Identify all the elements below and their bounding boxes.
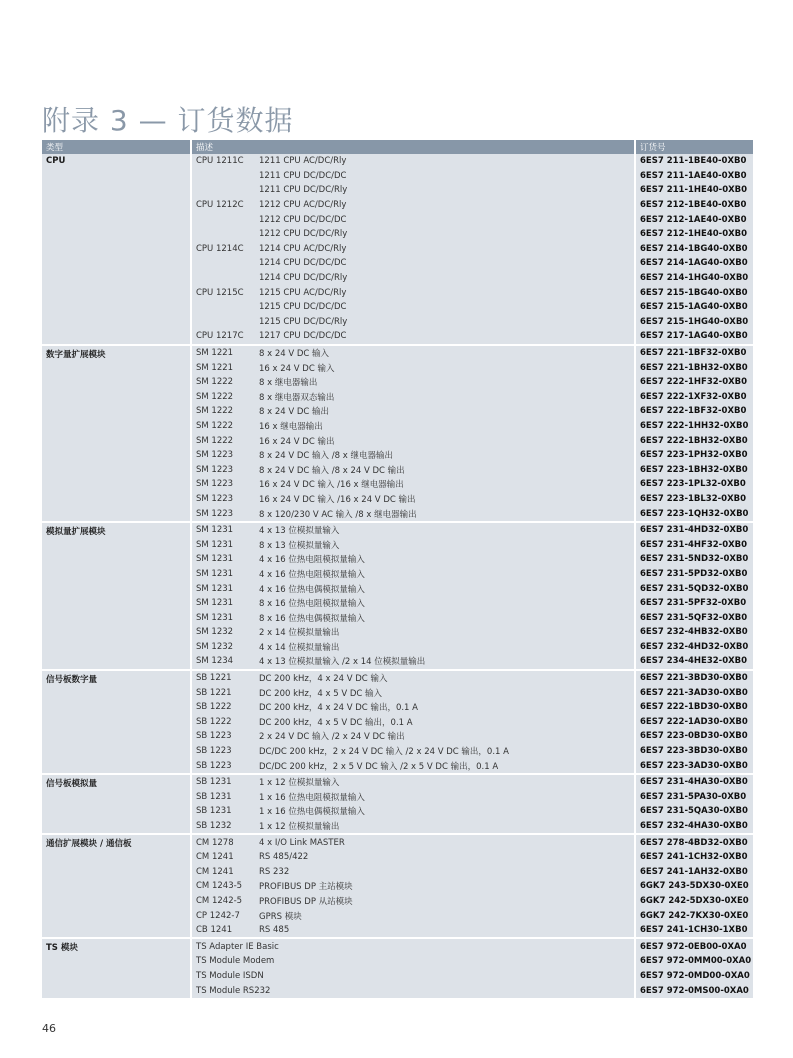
description-cell: 1214 CPU AC/DC/Rly [255,242,636,257]
order-number-cell: 6ES7 232-4HB32-0XB0 [636,625,753,640]
model-cell: SM 1221 [192,360,255,375]
category-cell: 信号板模拟量 [42,773,192,833]
order-number-cell: 6ES7 212-1AE40-0XB0 [636,212,753,227]
order-number-cell: 6ES7 222-1BF32-0XB0 [636,404,753,419]
model-cell: SB 1232 [192,819,255,834]
model-cell [192,315,255,330]
model-cell [192,271,255,286]
description-cell: 1211 CPU AC/DC/Rly [255,154,636,169]
description-cell: 4 x 14 位模拟量输出 [255,640,636,655]
category-cell: TS 模块 [42,937,192,997]
model-cell: SM 1234 [192,654,255,669]
model-cell: CM 1241 [192,865,255,880]
model-cell: CPU 1217C [192,329,255,344]
model-cell [192,212,255,227]
order-number-cell: 6ES7 241-1CH30-1XB0 [636,923,753,938]
order-number-cell: 6ES7 222-1BH32-0XB0 [636,433,753,448]
order-number-cell: 6ES7 223-3AD30-0XB0 [636,758,753,773]
order-number-cell: 6ES7 214-1AG40-0XB0 [636,256,753,271]
order-number-cell: 6ES7 212-1HE40-0XB0 [636,227,753,242]
description-cell: 1215 CPU AC/DC/Rly [255,285,636,300]
category-cell: 数字量扩展模块 [42,344,192,521]
order-number-cell: 6ES7 231-5QD32-0XB0 [636,581,753,596]
description-cell: TS Module RS232 [192,983,636,998]
description-cell: 16 x 24 V DC 输入 /16 x 继电器输出 [255,477,636,492]
order-number-cell: 6ES7 221-1BH32-0XB0 [636,360,753,375]
model-cell: CM 1243-5 [192,879,255,894]
model-cell: SM 1231 [192,521,255,538]
model-cell: SM 1232 [192,640,255,655]
model-cell: CM 1241 [192,850,255,865]
description-cell: 1211 CPU DC/DC/DC [255,169,636,184]
model-cell: SM 1223 [192,492,255,507]
order-number-cell: 6ES7 222-1HF32-0XB0 [636,375,753,390]
order-number-cell: 6ES7 223-1QH32-0XB0 [636,506,753,521]
model-cell: SM 1223 [192,462,255,477]
order-number-cell: 6ES7 223-1PL32-0XB0 [636,477,753,492]
order-number-cell: 6ES7 232-4HA30-0XB0 [636,819,753,834]
order-table-wrapper [42,140,753,998]
model-cell: SB 1223 [192,758,255,773]
description-cell: 4 x 16 位热电偶模拟量输入 [255,581,636,596]
order-number-cell: 6ES7 231-5ND32-0XB0 [636,552,753,567]
model-cell: CPU 1215C [192,285,255,300]
order-number-cell: 6ES7 241-1CH32-0XB0 [636,850,753,865]
order-number-cell: 6ES7 234-4HE32-0XB0 [636,654,753,669]
description-cell: RS 485 [255,923,636,938]
model-cell [192,227,255,242]
table-row [42,521,753,538]
order-number-cell: 6ES7 223-1PH32-0XB0 [636,448,753,463]
table-row [42,773,753,790]
description-cell: 1 x 12 位模拟量输出 [255,819,636,834]
description-cell: RS 485/422 [255,850,636,865]
model-cell: SM 1222 [192,419,255,434]
description-cell: 16 x 24 V DC 输入 [255,360,636,375]
model-cell: SM 1231 [192,537,255,552]
description-cell: DC/DC 200 kHz，2 x 24 V DC 输入 /2 x 24 V DC 输出，0.1 A [255,744,636,759]
description-cell: 16 x 24 V DC 输出 [255,433,636,448]
model-cell: SB 1221 [192,685,255,700]
model-cell: SM 1231 [192,567,255,582]
order-number-cell: 6ES7 231-5QF32-0XB0 [636,610,753,625]
description-cell: 1 x 12 位模拟量输入 [255,773,636,790]
order-number-cell: 6ES7 231-4HF32-0XB0 [636,537,753,552]
description-cell: 16 x 24 V DC 输入 /16 x 24 V DC 输出 [255,492,636,507]
category-cell: 信号板数字量 [42,669,192,773]
description-cell: 16 x 继电器输出 [255,419,636,434]
model-cell: SB 1222 [192,700,255,715]
order-number-cell: 6ES7 972-0MD00-0XA0 [636,969,753,984]
order-number-cell: 6ES7 215-1AG40-0XB0 [636,300,753,315]
description-cell: 8 x 24 V DC 输入 /8 x 继电器输出 [255,448,636,463]
description-cell: 8 x 13 位模拟量输入 [255,537,636,552]
order-number-cell: 6ES7 211-1BE40-0XB0 [636,154,753,169]
order-number-cell: 6ES7 231-4HD32-0XB0 [636,521,753,538]
description-cell: 4 x I/O Link MASTER [255,833,636,850]
model-cell: CPU 1211C [192,154,255,169]
description-cell: TS Module ISDN [192,969,636,984]
description-cell: PROFIBUS DP 主站模块 [255,879,636,894]
description-cell: DC 200 kHz，4 x 24 V DC 输出，0.1 A [255,700,636,715]
order-number-cell: 6ES7 223-1BL32-0XB0 [636,492,753,507]
order-number-cell: 6ES7 211-1AE40-0XB0 [636,169,753,184]
description-cell: 2 x 24 V DC 输入 /2 x 24 V DC 输出 [255,729,636,744]
description-cell: 4 x 16 位热电阻模拟量输入 [255,552,636,567]
description-cell: 1 x 16 位热电阻模拟量输入 [255,790,636,805]
model-cell: SB 1231 [192,773,255,790]
order-number-cell: 6ES7 223-1BH32-0XB0 [636,462,753,477]
order-number-cell: 6ES7 215-1HG40-0XB0 [636,315,753,330]
description-cell: PROFIBUS DP 从站模块 [255,894,636,909]
model-cell: SM 1222 [192,375,255,390]
order-number-cell: 6GK7 242-7KX30-0XE0 [636,908,753,923]
model-cell: SM 1231 [192,552,255,567]
description-cell: 1214 CPU DC/DC/DC [255,256,636,271]
model-cell [192,256,255,271]
description-cell: 2 x 14 位模拟量输出 [255,625,636,640]
table-row [42,344,753,361]
description-cell: 1214 CPU DC/DC/Rly [255,271,636,286]
order-number-cell: 6ES7 217-1AG40-0XB0 [636,329,753,344]
description-cell: 8 x 16 位热电阻模拟量输入 [255,596,636,611]
order-number-cell: 6ES7 214-1BG40-0XB0 [636,242,753,257]
order-number-cell: 6GK7 242-5DX30-0XE0 [636,894,753,909]
model-cell: SM 1231 [192,581,255,596]
page-number: 46 [42,1022,56,1035]
model-cell: SM 1223 [192,448,255,463]
model-cell: SM 1223 [192,477,255,492]
order-number-cell: 6GK7 243-5DX30-0XE0 [636,879,753,894]
model-cell: SM 1222 [192,404,255,419]
order-number-cell: 6ES7 231-4HA30-0XB0 [636,773,753,790]
model-cell: CM 1242-5 [192,894,255,909]
table-row [42,833,753,850]
description-cell: 8 x 继电器双态输出 [255,390,636,405]
order-number-cell: 6ES7 972-0MM00-0XA0 [636,954,753,969]
description-cell: 1211 CPU DC/DC/Rly [255,183,636,198]
order-number-cell: 6ES7 231-5QA30-0XB0 [636,804,753,819]
category-cell: 通信扩展模块 / 通信板 [42,833,192,937]
model-cell: SB 1223 [192,744,255,759]
model-cell: SM 1222 [192,433,255,448]
description-cell: 1 x 16 位热电偶模拟量输入 [255,804,636,819]
model-cell: SM 1231 [192,610,255,625]
header-desc: 描述 [192,140,636,154]
model-cell: SB 1222 [192,715,255,730]
order-number-cell: 6ES7 223-0BD30-0XB0 [636,729,753,744]
description-cell: RS 232 [255,865,636,880]
model-cell: CPU 1212C [192,198,255,213]
description-cell: 4 x 13 位模拟量输入 [255,521,636,538]
model-cell: SB 1231 [192,790,255,805]
order-number-cell: 6ES7 241-1AH32-0XB0 [636,865,753,880]
order-number-cell: 6ES7 231-5PD32-0XB0 [636,567,753,582]
table-header-row [42,140,753,154]
table-row [42,937,753,954]
description-cell: 1212 CPU DC/DC/Rly [255,227,636,242]
category-cell: 模拟量扩展模块 [42,521,192,669]
description-cell: 1212 CPU DC/DC/DC [255,212,636,227]
page-title: 附录 3 — 订货数据 [42,103,294,137]
model-cell: CP 1242-7 [192,908,255,923]
description-cell: 8 x 24 V DC 输入 [255,344,636,361]
model-cell: SM 1231 [192,596,255,611]
description-cell: 8 x 16 位热电偶模拟量输入 [255,610,636,625]
order-number-cell: 6ES7 221-3BD30-0XB0 [636,669,753,686]
description-cell: TS Adapter IE Basic [192,937,636,954]
order-number-cell: 6ES7 223-3BD30-0XB0 [636,744,753,759]
order-number-cell: 6ES7 232-4HD32-0XB0 [636,640,753,655]
order-number-cell: 6ES7 221-1BF32-0XB0 [636,344,753,361]
order-number-cell: 6ES7 211-1HE40-0XB0 [636,183,753,198]
description-cell: 8 x 24 V DC 输出 [255,404,636,419]
model-cell: SB 1223 [192,729,255,744]
table-row [42,669,753,686]
model-cell [192,300,255,315]
order-number-cell: 6ES7 214-1HG40-0XB0 [636,271,753,286]
description-cell: 1217 CPU DC/DC/DC [255,329,636,344]
order-number-cell: 6ES7 231-5PA30-0XB0 [636,790,753,805]
model-cell: SM 1222 [192,390,255,405]
description-cell: 4 x 16 位热电阻模拟量输入 [255,567,636,582]
description-cell: 8 x 24 V DC 输入 /8 x 24 V DC 输出 [255,462,636,477]
order-data-table [42,140,753,998]
description-cell: GPRS 模块 [255,908,636,923]
order-number-cell: 6ES7 221-3AD30-0XB0 [636,685,753,700]
model-cell: CB 1241 [192,923,255,938]
category-cell: CPU [42,154,192,344]
table-body [42,154,753,998]
description-cell: TS Module Modem [192,954,636,969]
header-type: 类型 [42,140,192,154]
description-cell: 8 x 120/230 V AC 输入 /8 x 继电器输出 [255,506,636,521]
order-number-cell: 6ES7 215-1BG40-0XB0 [636,285,753,300]
order-number-cell: 6ES7 231-5PF32-0XB0 [636,596,753,611]
description-cell: 1212 CPU AC/DC/Rly [255,198,636,213]
order-number-cell: 6ES7 222-1BD30-0XB0 [636,700,753,715]
description-cell: 8 x 继电器输出 [255,375,636,390]
order-number-cell: 6ES7 278-4BD32-0XB0 [636,833,753,850]
model-cell: CPU 1214C [192,242,255,257]
description-cell: 1215 CPU DC/DC/Rly [255,315,636,330]
description-cell: DC 200 kHz，4 x 5 V DC 输出，0.1 A [255,715,636,730]
table-row [42,154,753,169]
model-cell [192,183,255,198]
model-cell: SM 1221 [192,344,255,361]
description-cell: 1215 CPU DC/DC/DC [255,300,636,315]
model-cell: CM 1278 [192,833,255,850]
description-cell: DC 200 kHz，4 x 5 V DC 输入 [255,685,636,700]
model-cell: SB 1231 [192,804,255,819]
order-number-cell: 6ES7 222-1AD30-0XB0 [636,715,753,730]
description-cell: DC 200 kHz，4 x 24 V DC 输入 [255,669,636,686]
model-cell [192,169,255,184]
header-order: 订货号 [636,140,753,154]
model-cell: SM 1232 [192,625,255,640]
model-cell: SM 1223 [192,506,255,521]
order-number-cell: 6ES7 222-1XF32-0XB0 [636,390,753,405]
order-number-cell: 6ES7 222-1HH32-0XB0 [636,419,753,434]
order-number-cell: 6ES7 212-1BE40-0XB0 [636,198,753,213]
description-cell: 4 x 13 位模拟量输入 /2 x 14 位模拟量输出 [255,654,636,669]
order-number-cell: 6ES7 972-0MS00-0XA0 [636,983,753,998]
order-number-cell: 6ES7 972-0EB00-0XA0 [636,937,753,954]
description-cell: DC/DC 200 kHz，2 x 5 V DC 输入 /2 x 5 V DC 输出，0.1 A [255,758,636,773]
model-cell: SB 1221 [192,669,255,686]
